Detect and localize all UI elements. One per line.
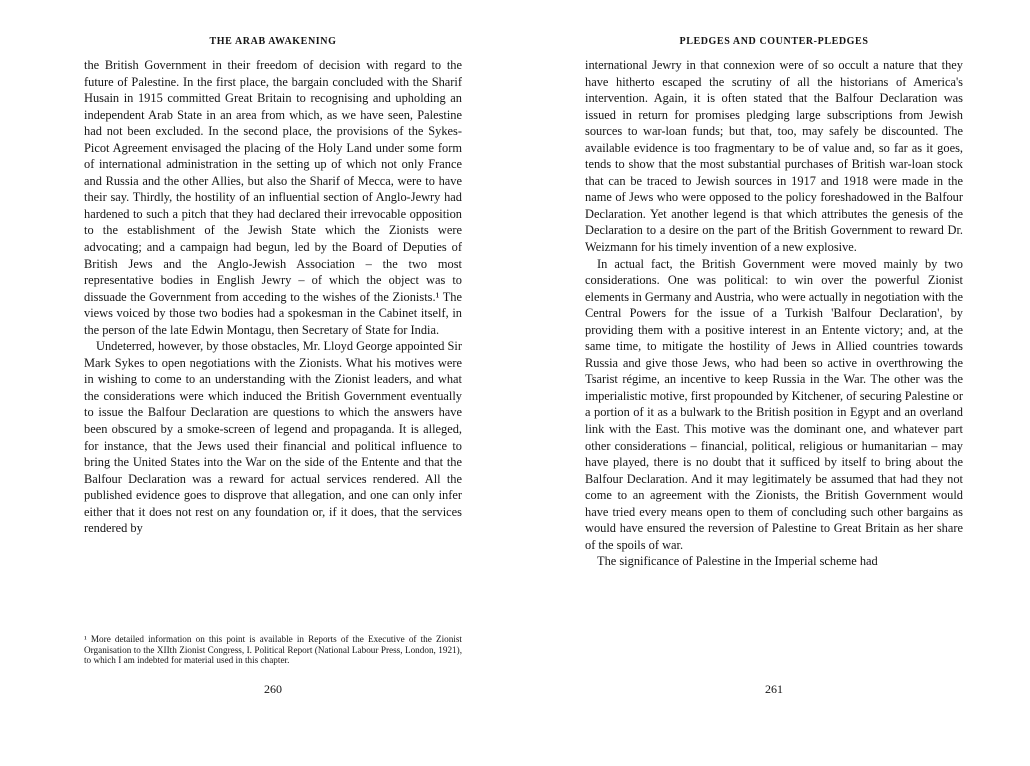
- running-head-left: THE ARAB AWAKENING: [209, 36, 337, 47]
- right-paragraph-3: The significance of Palestine in the Imperial scheme had: [597, 554, 878, 569]
- page-number-left: 260: [264, 682, 282, 696]
- running-head-right: PLEDGES AND COUNTER-PLEDGES: [679, 36, 869, 47]
- right-page: [515, 0, 1030, 766]
- right-page-body: [585, 57, 963, 570]
- left-paragraph-2: Undeterred, however, by those obstacles, Mr. Lloyd George appointed Sir Mark Sykes to open negotiations with the Zionists. What his motives were in wishing to come to an understanding with the Zionist leaders, and what the considerations were which induced the British Government eventually to issue the Balfour Declaration are questions to which the answers have been obscured by a smoke-screen of legend and propaganda. It is alleged, for instance, that the Jews used their financial and political influence to bring the United States into the War on the side of the Entente and that the Balfour Declaration was a reward for actual services rendered. All the published evidence goes to disprove that allegation, and one can only infer either that it does not rest on any foundation or, if it does, that the services rendered by: [84, 339, 462, 536]
- right-paragraph-2: In actual fact, the British Government were moved mainly by two considerations. One was political: to win over the powerful Zionist elements in Germany and Austria, who were actually in negotiation with the Central Powers for the issue of a Turkish 'Balfour Declaration', by providing them with a positive interest in an Entente victory; and, at the same time, to mitigate the hostility of Jews in Allied countries towards Russia and give those Jews, who had been so active in overthrowing the Tsarist régime, an incentive to keep Russia in the War. The other was the imperialistic motive, first propounded by Kitchener, of securing Palestine or a portion of it as a bulwark to the British position in Egypt and an overland link with the East. This motive was the dominant one, and whatever part other considerations – financial, political, religious or humanitarian – may have played, there is no doubt that it sufficed by itself to bring about the Balfour Declaration. And it may legitimately be assumed that had they not come to an agreement with the Zionists, the British Government would have tried every means open to them of concluding such other bargains as would have ensured the reversion of Palestine to Great Britain as her share of the spoils of war.: [585, 256, 963, 552]
- footnote: ¹ More detailed information on this point is available in Reports of the Executive of the Zionist Organisation to the XIIth Zionist Congress, I. Political Report (National Labour Press, London, 1921), to which I am indebted for material used in this chapter.: [84, 634, 462, 666]
- left-page-body: [84, 57, 462, 537]
- page-number-right: 261: [765, 682, 783, 696]
- left-paragraph-1: the British Government in their freedom of decision with regard to the future of Palestine. In the first place, the bargain concluded with the Sharif Husain in 1915 committed Great Britain to recognising and upholding an independent Arab State in an area from which, as we have seen, Palestine had not been excluded. In the second place, the provisions of the Sykes-Picot Agreement envisaged the placing of the Holy Land under some form of international administration in the setting up of which not only France and Russia and the other Allies, but also the Sharif of Mecca, were to have their say. Thirdly, the hostility of an influential section of Anglo-Jewry had hardened to such a pitch that they had declared their irrevocable opposition to the establishment of the Jewish State which the Zionists were advocating; and a campaign had begun, led by the Board of Deputies of British Jews and the Anglo-Jewish Association – the two most representative bodies in English Jewry – of which the object was to dissuade the Government from acceding to the wishes of the Zionists.¹ The views voiced by those two bodies had a spokesman in the Cabinet itself, in the person of the late Edwin Montagu, then Secretary of State for India.: [84, 58, 462, 337]
- right-paragraph-1: international Jewry in that connexion were of so occult a nature that they have hitherto escaped the scrutiny of all the historians of America's intervention. Again, it is often stated that the Balfour Declaration was issued in return for promises pledging large subscriptions from Jewish sources to war-loan funds; but that, too, may safely be discounted. The available evidence is too fragmentary to be of value and, so far as it goes, tends to show that the most substantial purchases of British war-loan stock that can be traced to Jewish sources in 1917 and 1918 were made in the name of Jews who were opposed to the policy foreshadowed in the Balfour Declaration. Yet another legend is that which attributes the genesis of the Declaration to a desire on the part of the British Government to reward Dr. Weizmann for his timely invention of a new explosive.: [585, 58, 963, 255]
